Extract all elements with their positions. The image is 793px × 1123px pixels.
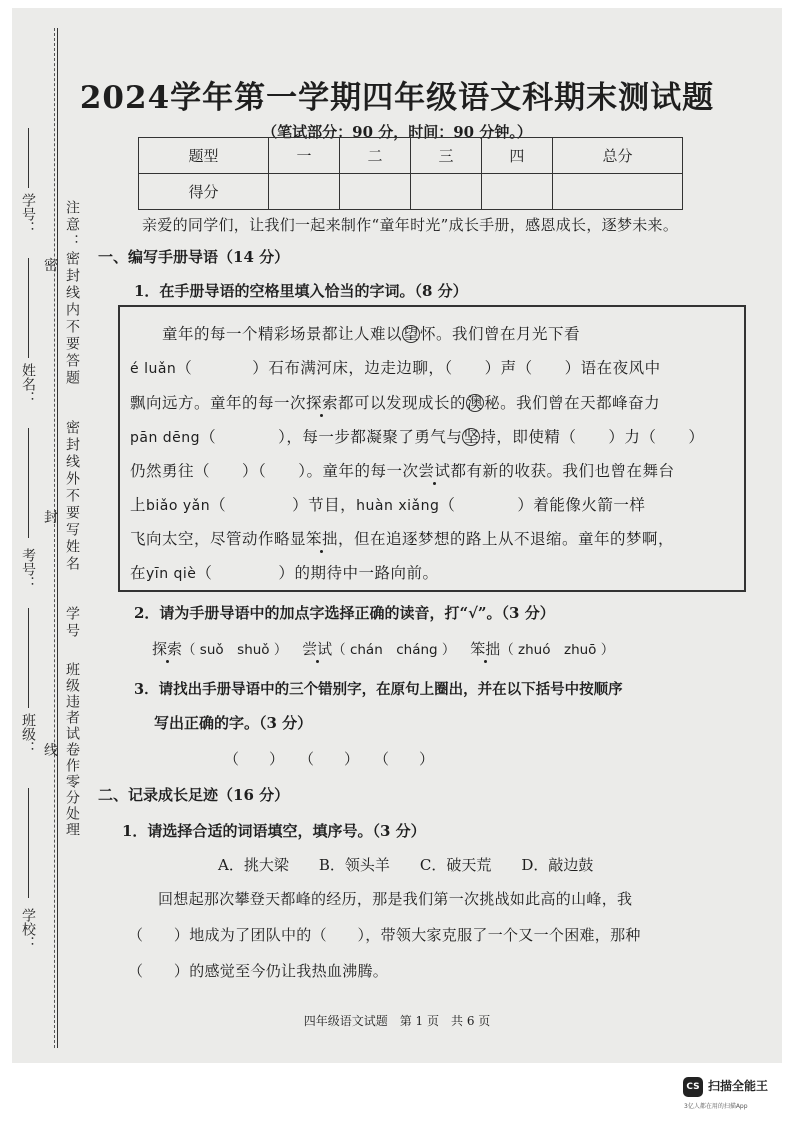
q2-pinyin-3[interactable]: （ zhuó zhuō ） <box>500 642 615 658</box>
section1-q1: 1．在手册导语的空格里填入恰当的字词。（8 分） <box>134 282 468 300</box>
margin-notice-3: 学号 <box>64 606 80 640</box>
scanner-logo-icon: CS <box>683 1077 703 1097</box>
margin-label-name: 姓名： <box>20 363 36 405</box>
score-cell-label: 得分 <box>139 174 269 210</box>
score-input-total[interactable] <box>552 174 682 210</box>
seal-word-mi: 密 <box>44 258 58 274</box>
box-text: 秘。我们曾在天都峰奋力 <box>484 394 661 412</box>
margin-label-student-no: 学号： <box>20 193 36 235</box>
section1-heading: 一、编写手册导语（14 分） <box>98 248 290 266</box>
score-cell-3: 三 <box>410 138 481 174</box>
section1-q3-line1: 3．请找出手册导语中的三个错别字，在原句上圈出，并在以下括号中按顺序 <box>134 681 623 698</box>
section1-q2: 2．请为手册导语中的加点字选择正确的读音，打“√”。（3 分） <box>134 604 555 622</box>
box-text: 都有新的收获。我们也曾在舞台 <box>450 462 675 480</box>
box-text: 节目， <box>308 496 357 514</box>
box-text: 上 <box>130 496 147 514</box>
q2-pinyin-1[interactable]: （ suǒ shuǒ ） <box>182 642 288 658</box>
q2-word-3: 笨拙 <box>470 640 501 658</box>
dotted-word-tansuo: 探索 <box>306 394 339 412</box>
pinyin-e-luan: é luǎn <box>130 361 177 377</box>
margin-blank-line <box>28 428 29 538</box>
fill-paragraph-line-3[interactable]: （ ）的感觉至今仍让我热血沸腾。 <box>128 962 389 980</box>
score-input-3[interactable] <box>410 174 481 210</box>
box-line-4: pān dēng（ ），每一步都凝聚了勇气与坚持，即使精（ ）力（ ） <box>130 428 705 446</box>
seal-word-feng: 封 <box>44 510 58 526</box>
box-text: 飞向太空，尽管动作略显 <box>130 530 307 548</box>
section2-q1: 1．请选择合适的词语填空，填序号。（3 分） <box>122 822 426 840</box>
box-text: 在 <box>130 564 147 582</box>
score-cell-2: 二 <box>340 138 411 174</box>
box-line-6: 上biǎo yǎn（ ）节目，huàn xiǎng（ ）着能像火箭一样 <box>130 496 646 514</box>
score-cell-total: 总分 <box>552 138 682 174</box>
pinyin-biao-yan: biǎo yǎn <box>146 498 211 514</box>
score-input-4[interactable] <box>481 174 552 210</box>
box-line-7 <box>130 527 674 549</box>
circled-typo-1[interactable]: 望 <box>403 325 420 343</box>
guide-text-box <box>118 305 746 592</box>
score-table <box>138 137 683 210</box>
intro-text: 亲爱的同学们，让我们一起来制作“童年时光”成长手册，感恩成长，逐梦未来。 <box>142 216 679 234</box>
scanner-app-tagline: 3亿人都在用的扫描App <box>684 1103 748 1110</box>
margin-notice-1: 注意：密封线内不要答题 <box>64 200 80 387</box>
dotted-word-changshi: 尝试 <box>418 462 451 480</box>
dotted-word-benzhuo: 笨拙 <box>306 530 339 548</box>
box-line-2: é luǎn（ ）石布满河床，边走边聊，（ ）声（ ）语在夜风中 <box>130 359 661 377</box>
box-text: 的期待中一路向前。 <box>294 564 439 582</box>
scanner-app-name: 扫描全能王 <box>708 1079 769 1093</box>
pinyin-huan-xiang: huàn xiǎng <box>356 498 440 514</box>
q2-pinyin-2[interactable]: （ chán cháng ） <box>332 642 456 658</box>
margin-blank-line <box>28 258 29 358</box>
seal-word-xian: 线 <box>44 743 58 759</box>
margin-notice-4: 班级违者试卷作零分处理 <box>64 662 80 838</box>
page-subtitle: （笔试部分：90 分，时间：90 分钟。） <box>262 123 532 141</box>
section2-heading: 二、记录成长足迹（16 分） <box>98 786 290 804</box>
fill-paragraph-line-2[interactable]: （ ）地成为了团队中的（ ），带领大家克服了一个又一个困难，那种 <box>128 926 641 944</box>
box-line-3 <box>130 391 660 413</box>
q2-options <box>152 638 614 659</box>
margin-label-class: 班级： <box>20 713 36 755</box>
q2-word-2: 尝试 <box>302 640 333 658</box>
box-line-8: 在yīn qiè（ ）的期待中一路向前。 <box>130 564 439 582</box>
circled-typo-2[interactable]: 澳 <box>467 394 484 412</box>
margin-label-exam-no: 考号： <box>20 548 36 590</box>
box-line-1 <box>162 322 580 344</box>
box-text: 童年的每一个精彩场景都让人难以 <box>162 325 403 343</box>
section1-q3-line2: 写出正确的字。（3 分） <box>154 714 313 732</box>
box-text: 持，即使精（ ）力（ ） <box>480 428 705 446</box>
margin-notice-2: 密封线外不要写姓名 <box>64 420 80 573</box>
box-text: 都可以发现成长的 <box>338 394 467 412</box>
score-cell-1: 一 <box>269 138 340 174</box>
box-text: 石布满河床，边走边聊，（ ）声（ ）语在夜风中 <box>268 359 661 377</box>
page-footer: 四年级语文试题 第 1 页 共 6 页 <box>303 1014 491 1028</box>
fill-paragraph-line-1: 回想起那次攀登天都峰的经历，那是我们第一次挑战如此高的山峰，我 <box>158 890 633 908</box>
page-title: 2024学年第一学期四年级语文科期末测试题 <box>79 80 715 116</box>
box-text: 着能像火箭一样 <box>533 496 646 514</box>
box-text: 怀。我们曾在月光下看 <box>420 325 581 343</box>
q2-word-1: 探索 <box>152 640 183 658</box>
margin-line-inner <box>54 28 55 1048</box>
pinyin-yin-qie: yīn qiè <box>146 566 197 582</box>
word-options: A．挑大梁 B．领头羊 C．破天荒 D．敲边鼓 <box>218 856 594 874</box>
margin-blank-line <box>28 788 29 898</box>
score-input-2[interactable] <box>340 174 411 210</box>
pinyin-pan-deng: pān dēng <box>130 430 201 446</box>
score-table-header-row <box>139 138 683 174</box>
exam-paper <box>12 8 782 1063</box>
margin-blank-line <box>28 608 29 708</box>
score-table-score-row <box>139 174 683 210</box>
margin-label-school: 学校： <box>20 908 36 950</box>
box-text: 仍然勇往（ ）（ ）。童年的每一次 <box>130 462 419 480</box>
score-cell-4: 四 <box>481 138 552 174</box>
box-text: 飘向远方。童年的每一次 <box>130 394 307 412</box>
box-line-5 <box>130 459 675 481</box>
box-text: ，每一步都凝聚了勇气与 <box>286 428 463 446</box>
margin-line-outer <box>57 28 58 1048</box>
q3-answer-blanks[interactable]: （ ） （ ） （ ） <box>224 750 435 768</box>
box-text: ，但在追逐梦想的路上从不退缩。童年的梦啊， <box>338 530 675 548</box>
score-cell-type: 题型 <box>139 138 269 174</box>
circled-typo-3[interactable]: 坚 <box>463 428 480 446</box>
score-input-1[interactable] <box>269 174 340 210</box>
